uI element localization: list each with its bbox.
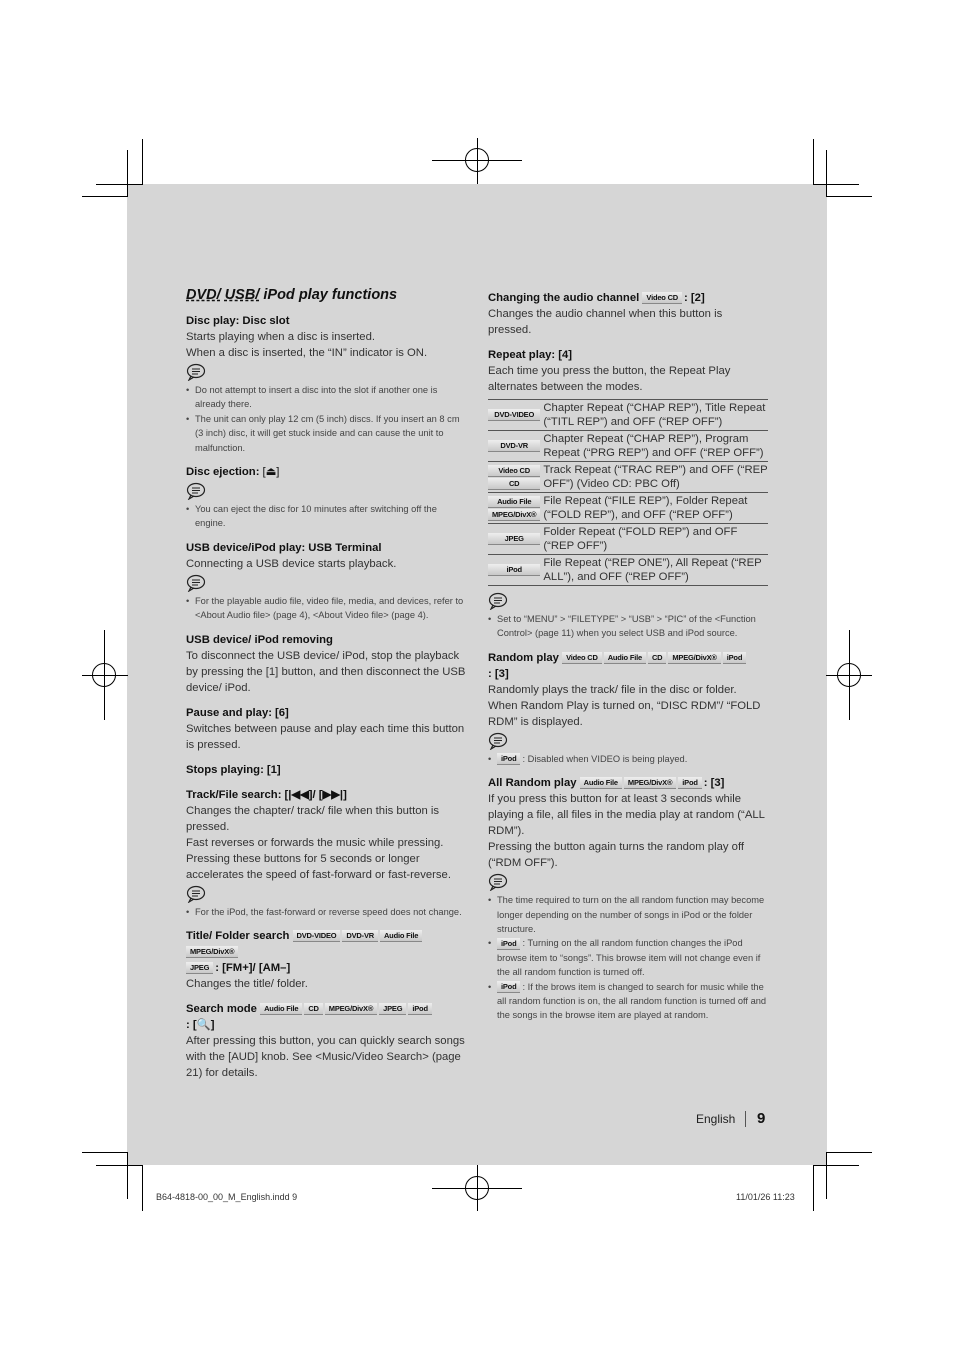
search-mode-section [186, 1001, 468, 1081]
track-search-section [186, 787, 468, 919]
crop-mark [82, 196, 128, 197]
note-icon [186, 482, 206, 500]
table-row [488, 524, 768, 555]
folder-search-text: Changes the title/ folder. [186, 978, 308, 991]
note-list [488, 893, 768, 1023]
random-text: Randomly plays the track/ file in the disc or folder. When Random Play is turned on, “DISC RDM”/ “FOLD RDM” is displayed. [488, 683, 761, 728]
table-row [488, 431, 768, 462]
media-tag: CD [304, 1003, 322, 1015]
media-tag: Video CD [562, 652, 602, 664]
track-search-heading: Track/File search: [|◀◀]/ [▶▶|] [186, 788, 347, 801]
usb-remove-text: To disconnect the USB device/ iPod, stop the playback by pressing the [1] button, and then disconnect the USB device/ iPod. [186, 649, 466, 694]
note-icon [488, 732, 508, 750]
audio-channel-section [488, 290, 768, 338]
note-item: • Set to “MENU” > “FILETYPE” > “USB” > “PIC” of the <Function Control> (page 11) when you select USB and iPod source. [488, 612, 768, 641]
table-cell: File Repeat (“REP ONE”), All Repeat (“REP ALL”), and OFF (“REP OFF”) [543, 555, 768, 586]
media-tag: Audio File [580, 777, 622, 789]
media-tag: DVD-VIDEO [293, 930, 341, 942]
all-random-text: If you press this button for at least 3 seconds while playing a file, all files in the media play at random (“ALL RDM”). [488, 793, 765, 838]
media-tag: JPEG [186, 962, 213, 974]
media-tag: iPod [497, 981, 520, 993]
all-random-heading: All Random play Audio File MPEG/DivX® iPod : [3] [488, 777, 725, 790]
all-random-section [488, 775, 768, 1023]
stop-heading: Stops playing: [1] [186, 763, 281, 776]
footer-divider [745, 1111, 746, 1127]
left-column [186, 287, 468, 1090]
right-column [488, 290, 768, 1032]
table-cell: Folder Repeat (“FOLD REP”) and OFF (“REP OFF”) [543, 524, 768, 555]
print-slug-file: B64-4818-00_00_M_English.indd 9 [156, 1192, 298, 1202]
crop-mark [826, 150, 827, 197]
media-tag: iPod [488, 564, 540, 576]
crop-mark [826, 1152, 827, 1199]
note-icon [186, 574, 206, 592]
disc-ejection-heading: Disc ejection: [⏏] [186, 466, 280, 479]
registration-circle [92, 663, 116, 687]
note-item: • You can eject the disc for 10 minutes after switching off the engine. [186, 502, 468, 531]
repeat-heading: Repeat play: [4] [488, 349, 572, 361]
usb-play-section [186, 540, 468, 623]
note-item: • iPod : Turning on the all random function changes the iPod browse item to “songs”. This browse item will not change even if the all random function is turned off. [488, 936, 768, 979]
media-tag: DVD-VR [488, 440, 540, 452]
track-search-text: Fast reverses or forwards the music while pressing. Pressing these buttons for 5 seconds or longer accelerates the speed of fast-forward or fast-reverse. [186, 836, 451, 881]
pause-section [186, 705, 468, 753]
pause-text: Switches between pause and play each time this button is pressed. [186, 722, 465, 751]
media-tag: MPEG/DivX® [186, 946, 238, 958]
note-icon [488, 873, 508, 891]
media-tag: MPEG/DivX® [488, 509, 540, 521]
media-tag: MPEG/DivX® [325, 1003, 377, 1015]
media-tag: iPod [723, 652, 746, 664]
crop-mark [96, 1165, 142, 1166]
media-tag: iPod [497, 753, 520, 765]
folder-search-heading: Title/ Folder search DVD-VIDEO DVD-VR Audio FileMPEG/DivX® JPEG : [FM+]/ [AM–] [186, 928, 468, 976]
repeat-section [488, 347, 768, 641]
crop-mark [826, 196, 872, 197]
media-tag: Audio File [380, 930, 422, 942]
usb-play-heading: USB device/iPod play: USB Terminal [186, 541, 382, 554]
crop-mark [127, 150, 128, 197]
disc-play-section [186, 313, 468, 455]
note-list [186, 502, 468, 531]
print-slug-date: 11/01/26 11:23 [736, 1192, 795, 1202]
crop-mark [813, 1165, 859, 1166]
media-tag: Video CD [488, 465, 540, 477]
all-random-text: Pressing the button again turns the random play off (“RDM OFF”). [488, 841, 745, 870]
crop-mark [826, 1152, 872, 1153]
footer-language: English [696, 1112, 736, 1126]
media-tag: CD [488, 478, 540, 490]
search-mode-heading: Search mode Audio File CD MPEG/DivX® JPEG iPod : [🔍] [186, 1001, 468, 1033]
disc-play-text: Starts playing when a disc is inserted. [186, 331, 376, 343]
disc-ejection-section [186, 464, 468, 531]
table-row [488, 555, 768, 586]
registration-circle [465, 148, 489, 172]
crop-mark [813, 184, 859, 185]
section-title: DVD/ USB/ iPod play functions [186, 287, 398, 303]
note-item: • iPod : Disabled when VIDEO is being played. [488, 752, 768, 766]
search-mode-text: After pressing this button, you can quickly search songs with the [AUD] knob. See <Music/Video Search> (page 21) for details. [186, 1035, 465, 1080]
disc-play-heading: Disc play: Disc slot [186, 315, 290, 327]
table-row [488, 493, 768, 524]
media-tag: iPod [408, 1003, 431, 1015]
usb-remove-section [186, 632, 468, 696]
random-heading: Random play Video CD Audio File CD MPEG/DivX® iPod : [3] [488, 650, 768, 682]
disc-play-text: When a disc is inserted, the “IN” indicator is ON. [186, 347, 428, 359]
media-tag: JPEG [379, 1003, 406, 1015]
note-item: • The unit can only play 12 cm (5 inch) discs. If you insert an 8 cm (3 inch) disc, it will get stuck inside and can cause the unit to malfunction. [186, 412, 468, 455]
media-tag: MPEG/DivX® [668, 652, 720, 664]
table-row [488, 400, 768, 431]
media-tag: DVD-VIDEO [488, 409, 540, 421]
media-tag: Audio File [488, 496, 540, 508]
random-section [488, 650, 768, 766]
crop-mark [82, 1152, 128, 1153]
crop-mark [142, 1165, 143, 1211]
folder-search-section [186, 928, 468, 992]
pause-heading: Pause and play: [6] [186, 706, 289, 719]
table-cell: Chapter Repeat (“CHAP REP”), Title Repeat (“TITL REP”) and OFF (“REP OFF”) [543, 400, 768, 431]
repeat-text: Each time you press the button, the Repeat Play alternates between the modes. [488, 365, 731, 393]
note-item: • iPod : If the brows item is changed to search for music while the all random function is on, the all random function is turned off and the songs in the browse item are played at random. [488, 980, 768, 1023]
usb-play-text: Connecting a USB device starts playback. [186, 557, 397, 570]
table-row [488, 462, 768, 493]
media-tag: Video CD [642, 292, 682, 304]
audio-channel-heading: Changing the audio channel Video CD : [2] [488, 292, 705, 304]
table-cell: Track Repeat (“TRAC REP”) and OFF (“REP OFF”) (Video CD: PBC Off) [543, 462, 768, 493]
media-tag: Audio File [604, 652, 646, 664]
note-item: • For the iPod, the fast-forward or reverse speed does not change. [186, 905, 468, 919]
note-list [186, 594, 468, 623]
page-number: 9 [757, 1110, 766, 1127]
media-tag: Audio File [260, 1003, 302, 1015]
usb-remove-heading: USB device/ iPod removing [186, 633, 333, 646]
note-item: • For the playable audio file, video file, media, and devices, refer to <About Audio file> (page 4), <About Video file> (page 4). [186, 594, 468, 623]
media-tag: MPEG/DivX® [624, 777, 676, 789]
repeat-table [488, 399, 768, 586]
note-list [186, 383, 468, 455]
note-icon [186, 885, 206, 903]
note-icon [186, 363, 206, 381]
table-cell: File Repeat (“FILE REP”), Folder Repeat (“FOLD REP”), and OFF (“REP OFF”) [543, 493, 768, 524]
track-search-text: Changes the chapter/ track/ file when this button is pressed. [186, 804, 440, 833]
crop-mark [127, 1152, 128, 1199]
crop-mark [142, 139, 143, 185]
media-tag: CD [648, 652, 666, 664]
media-tag: JPEG [488, 533, 540, 545]
audio-channel-text: Changes the audio channel when this button is pressed. [488, 308, 723, 336]
crop-mark [813, 139, 814, 185]
note-list [488, 752, 768, 766]
media-tag: iPod [678, 777, 701, 789]
crop-mark [96, 184, 142, 185]
registration-circle [837, 663, 861, 687]
stop-section [186, 762, 468, 778]
note-list [488, 612, 768, 641]
note-list [186, 905, 468, 919]
note-item: • Do not attempt to insert a disc into the slot if another one is already there. [186, 383, 468, 412]
note-item: • The time required to turn on the all random function may become longer depending on the number of songs in iPod or the folder structure. [488, 893, 768, 936]
table-cell: Chapter Repeat (“CHAP REP”), Program Repeat (“PRG REP”) and OFF (“REP OFF”) [543, 431, 768, 462]
note-icon [488, 592, 508, 610]
registration-circle [465, 1176, 489, 1200]
media-tag: DVD-VR [342, 930, 378, 942]
media-tag: iPod [497, 938, 520, 950]
crop-mark [813, 1165, 814, 1211]
